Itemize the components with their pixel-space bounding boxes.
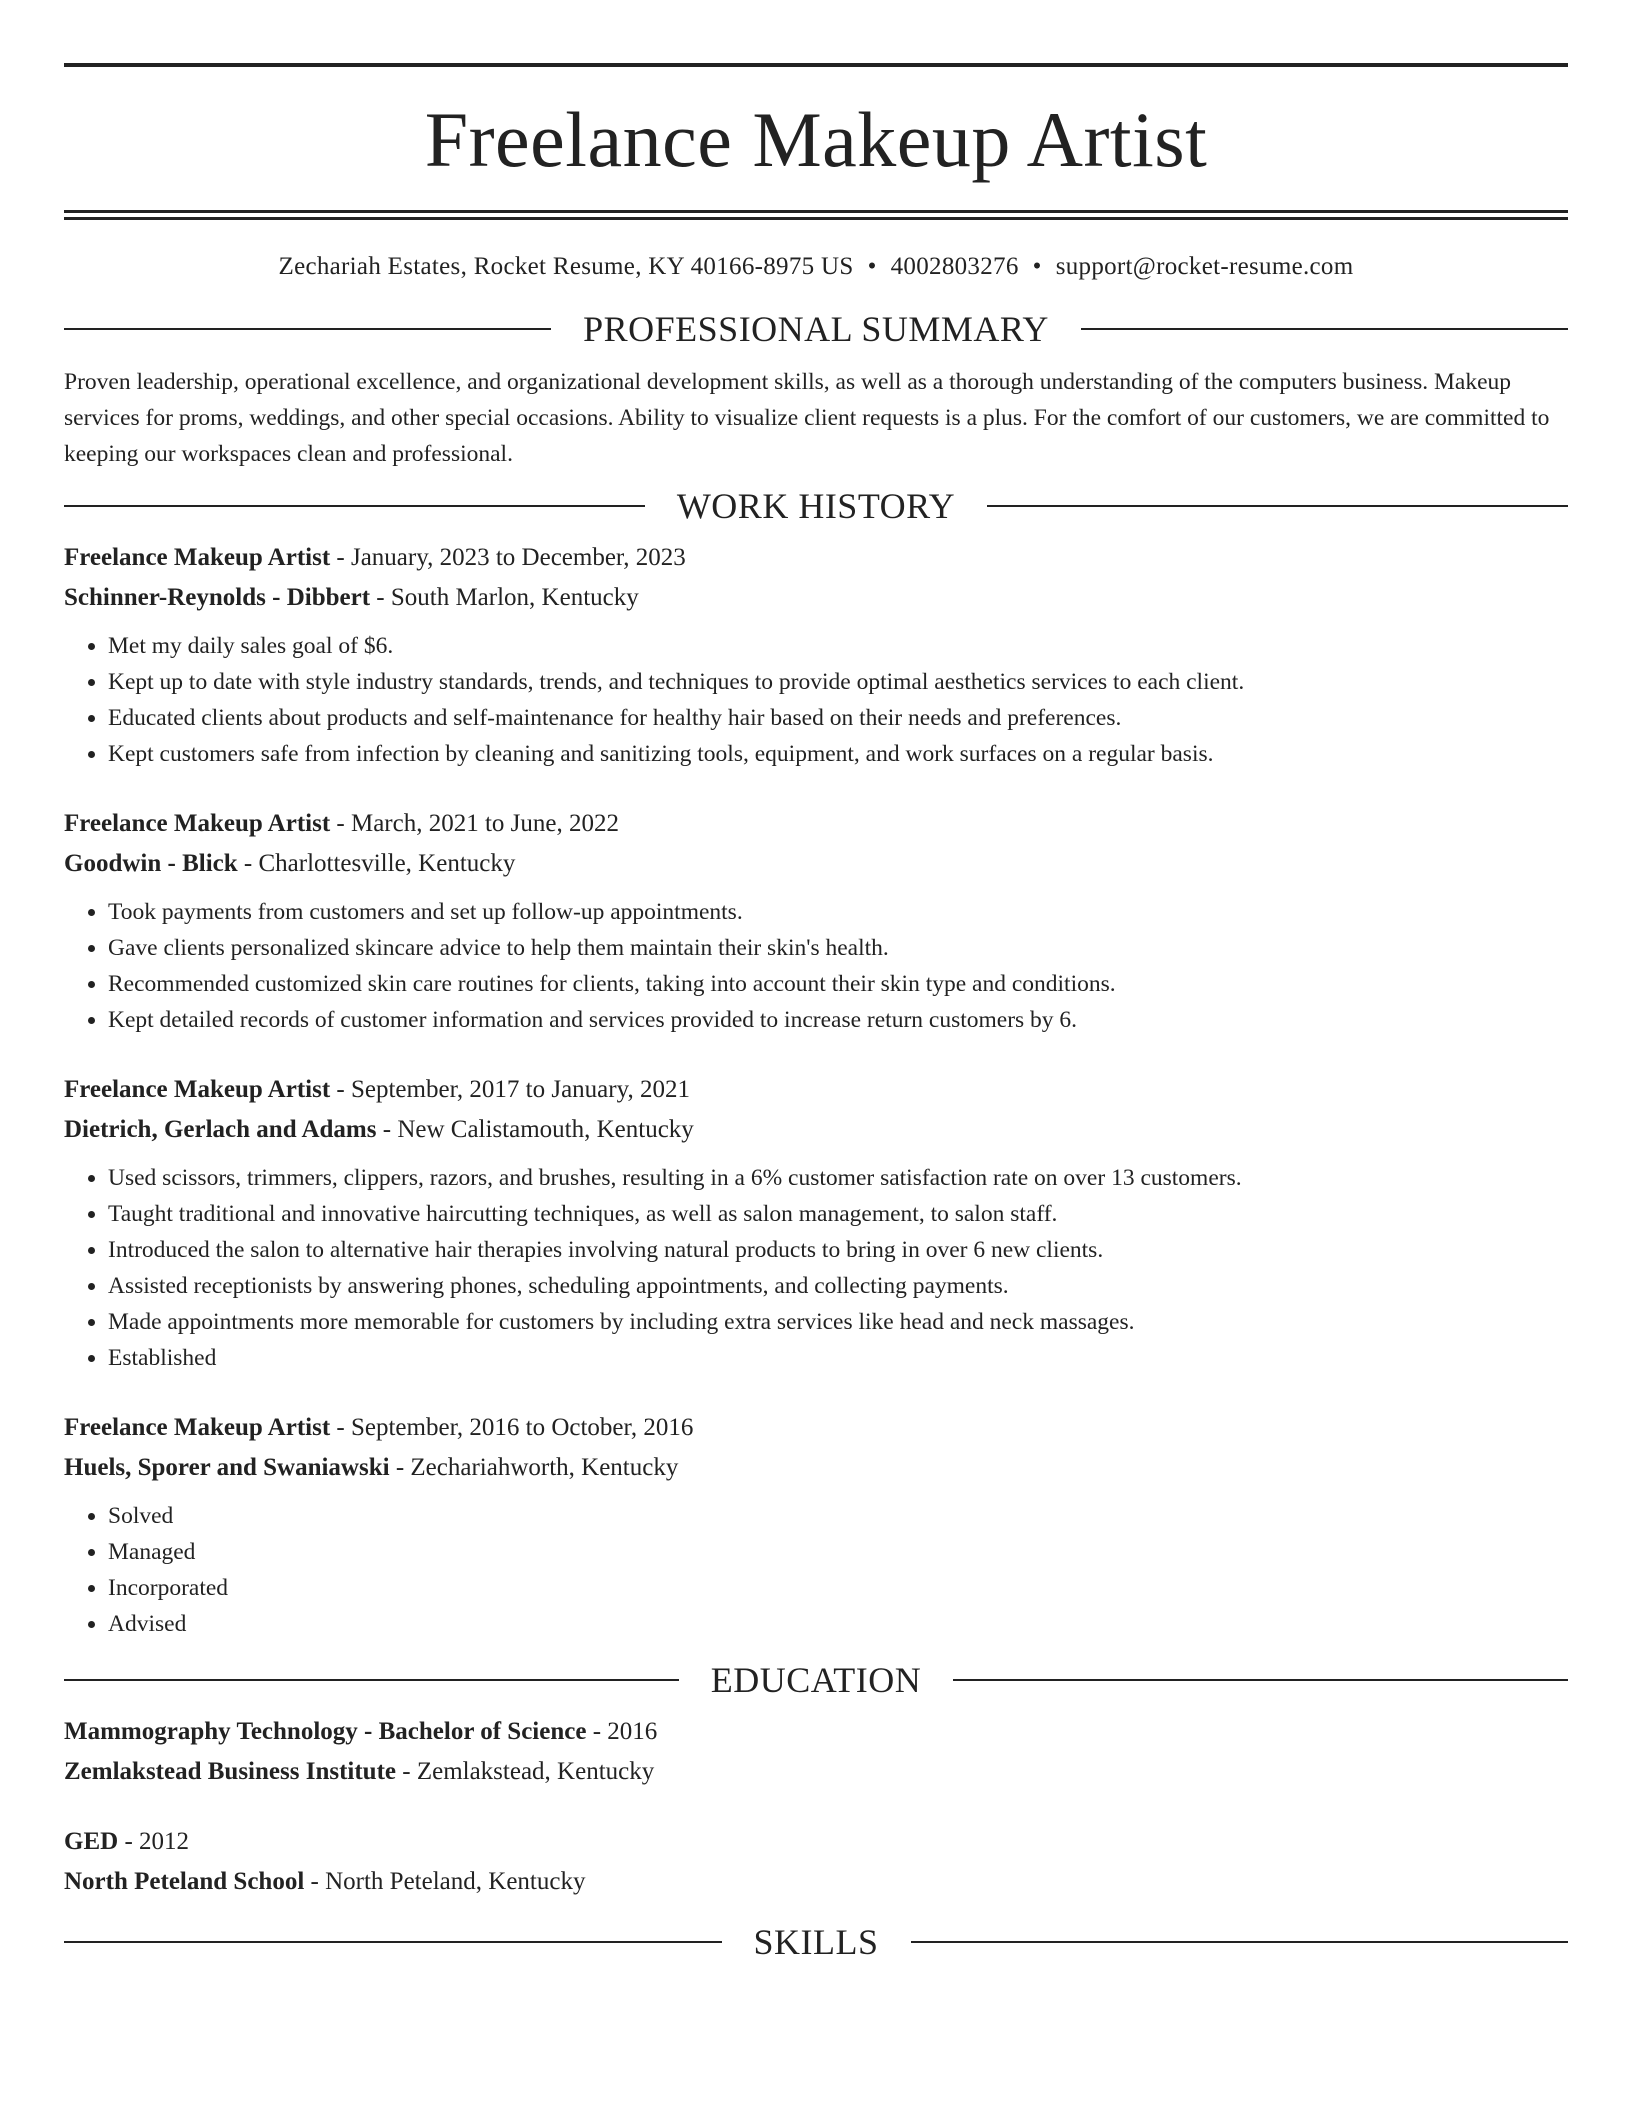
job-title: Freelance Makeup Artist (64, 544, 331, 571)
work-entry (64, 1408, 1568, 1642)
heading-rule (953, 1679, 1568, 1681)
list-item: • Recommended customized skin care routines for clients, taking into account their skin type and conditions. (108, 966, 1568, 1002)
job-title-line (64, 804, 1568, 844)
summary-text: Proven leadership, operational excellence, and organizational development skills, as well as a thorough understanding of the computers business. Makeup services for proms, weddings, and other special occasions. Ability to visualize client requests is a plus. For the comfort of our customers, we are committed to keeping our workspaces clean and professional. (64, 369, 1550, 467)
contact-phone: 4002803276 (890, 253, 1019, 280)
job-company: Schinner-Reynolds - Dibbert (64, 584, 371, 611)
list-item: • Solved (108, 1498, 1568, 1534)
skills-heading-label: SKILLS (753, 1922, 879, 1962)
resume-page (64, 0, 1568, 1960)
education-location: - Zemlakstead, Kentucky (396, 1758, 655, 1785)
job-dates: - January, 2023 to December, 2023 (330, 544, 686, 571)
page-title: Freelance Makeup Artist (424, 96, 1208, 183)
job-location: - South Marlon, Kentucky (370, 584, 639, 611)
list-item: • Kept detailed records of customer information and services provided to increase return customers by 6. (108, 1002, 1568, 1038)
job-title-line (64, 1408, 1568, 1448)
heading-rule (64, 1679, 679, 1681)
job-dates: - September, 2016 to October, 2016 (330, 1414, 694, 1441)
education-school: Zemlakstead Business Institute (64, 1758, 396, 1785)
heading-rule (911, 1941, 1569, 1943)
heading-rule (64, 1941, 722, 1943)
job-location: - Zechariahworth, Kentucky (389, 1454, 679, 1481)
list-item: • Assisted receptionists by answering phones, scheduling appointments, and collecting payments. (108, 1268, 1568, 1304)
job-company-line (64, 578, 1568, 618)
skills-section-heading (64, 1924, 1568, 1960)
education-heading-label: EDUCATION (710, 1660, 922, 1700)
list-item: • Incorporated (108, 1570, 1568, 1606)
education-degree: GED (64, 1828, 119, 1855)
work-heading-label: WORK HISTORY (676, 486, 956, 526)
job-title-line (64, 538, 1568, 578)
job-company-line (64, 1110, 1568, 1150)
education-entry (64, 1712, 1568, 1792)
list-item: • Made appointments more memorable for customers by including extra services like head and neck massages. (108, 1304, 1568, 1340)
job-company-line (64, 1448, 1568, 1488)
work-entry (64, 538, 1568, 772)
work-entry (64, 1070, 1568, 1376)
list-item: • Educated clients about products and self-maintenance for healthy hair based on their needs and preferences. (108, 700, 1568, 736)
education-year: - 2016 (586, 1718, 658, 1745)
job-bullet-list (64, 894, 1568, 1038)
contact-line (64, 253, 1568, 281)
contact-separator: • (1032, 253, 1042, 280)
list-item: • Kept up to date with style industry standards, trends, and techniques to provide optimal aesthetics services to each client. (108, 664, 1568, 700)
contact-separator: • (867, 253, 877, 280)
job-bullet-list (64, 1498, 1568, 1642)
list-item: • Advised (108, 1606, 1568, 1642)
education-degree-line (64, 1712, 1568, 1752)
summary-heading-label: PROFESSIONAL SUMMARY (583, 309, 1049, 349)
list-item: • Took payments from customers and set up follow-up appointments. (108, 894, 1568, 930)
education-school-line (64, 1752, 1568, 1792)
education-school: North Peteland School (64, 1868, 305, 1895)
list-item: • Met my daily sales goal of $6. (108, 628, 1568, 664)
header-double-rule (64, 210, 1568, 220)
job-title: Freelance Makeup Artist (64, 810, 331, 837)
job-bullet-list (64, 628, 1568, 772)
job-dates: - September, 2017 to January, 2021 (330, 1076, 690, 1103)
education-degree-line (64, 1822, 1568, 1862)
job-company: Dietrich, Gerlach and Adams (64, 1116, 377, 1143)
education-degree: Mammography Technology - Bachelor of Science (64, 1718, 587, 1745)
header-top-rule (64, 63, 1568, 67)
heading-rule (1081, 328, 1568, 330)
job-dates: - March, 2021 to June, 2022 (330, 810, 619, 837)
job-title: Freelance Makeup Artist (64, 1076, 331, 1103)
job-location: - Charlottesville, Kentucky (237, 850, 516, 877)
summary-section-heading (64, 311, 1568, 347)
job-title-line (64, 1070, 1568, 1110)
list-item: • Established (108, 1340, 1568, 1376)
list-item: • Introduced the salon to alternative hair therapies involving natural products to bring in over 6 new clients. (108, 1232, 1568, 1268)
education-section-heading (64, 1662, 1568, 1698)
heading-rule (64, 505, 645, 507)
heading-rule (64, 328, 551, 330)
list-item: • Kept customers safe from infection by cleaning and sanitizing tools, equipment, and work surfaces on a regular basis. (108, 736, 1568, 772)
job-company: Goodwin - Blick (64, 850, 238, 877)
list-item: • Used scissors, trimmers, clippers, razors, and brushes, resulting in a 6% customer satisfaction rate on over 13 customers. (108, 1160, 1568, 1196)
education-year: - 2012 (118, 1828, 190, 1855)
education-location: - North Peteland, Kentucky (304, 1868, 586, 1895)
heading-rule (987, 505, 1568, 507)
job-title: Freelance Makeup Artist (64, 1414, 331, 1441)
contact-email: support@rocket-resume.com (1055, 253, 1354, 280)
list-item: • Managed (108, 1534, 1568, 1570)
job-company: Huels, Sporer and Swaniawski (64, 1454, 390, 1481)
education-school-line (64, 1862, 1568, 1902)
list-item: • Taught traditional and innovative haircutting techniques, as well as salon management, to salon staff. (108, 1196, 1568, 1232)
job-location: - New Calistamouth, Kentucky (376, 1116, 694, 1143)
job-bullet-list (64, 1160, 1568, 1376)
list-item: • Gave clients personalized skincare advice to help them maintain their skin's health. (108, 930, 1568, 966)
job-company-line (64, 844, 1568, 884)
work-section-heading (64, 488, 1568, 524)
contact-address: Zechariah Estates, Rocket Resume, KY 40166-8975 US (278, 253, 854, 280)
work-entry (64, 804, 1568, 1038)
education-entry (64, 1822, 1568, 1902)
